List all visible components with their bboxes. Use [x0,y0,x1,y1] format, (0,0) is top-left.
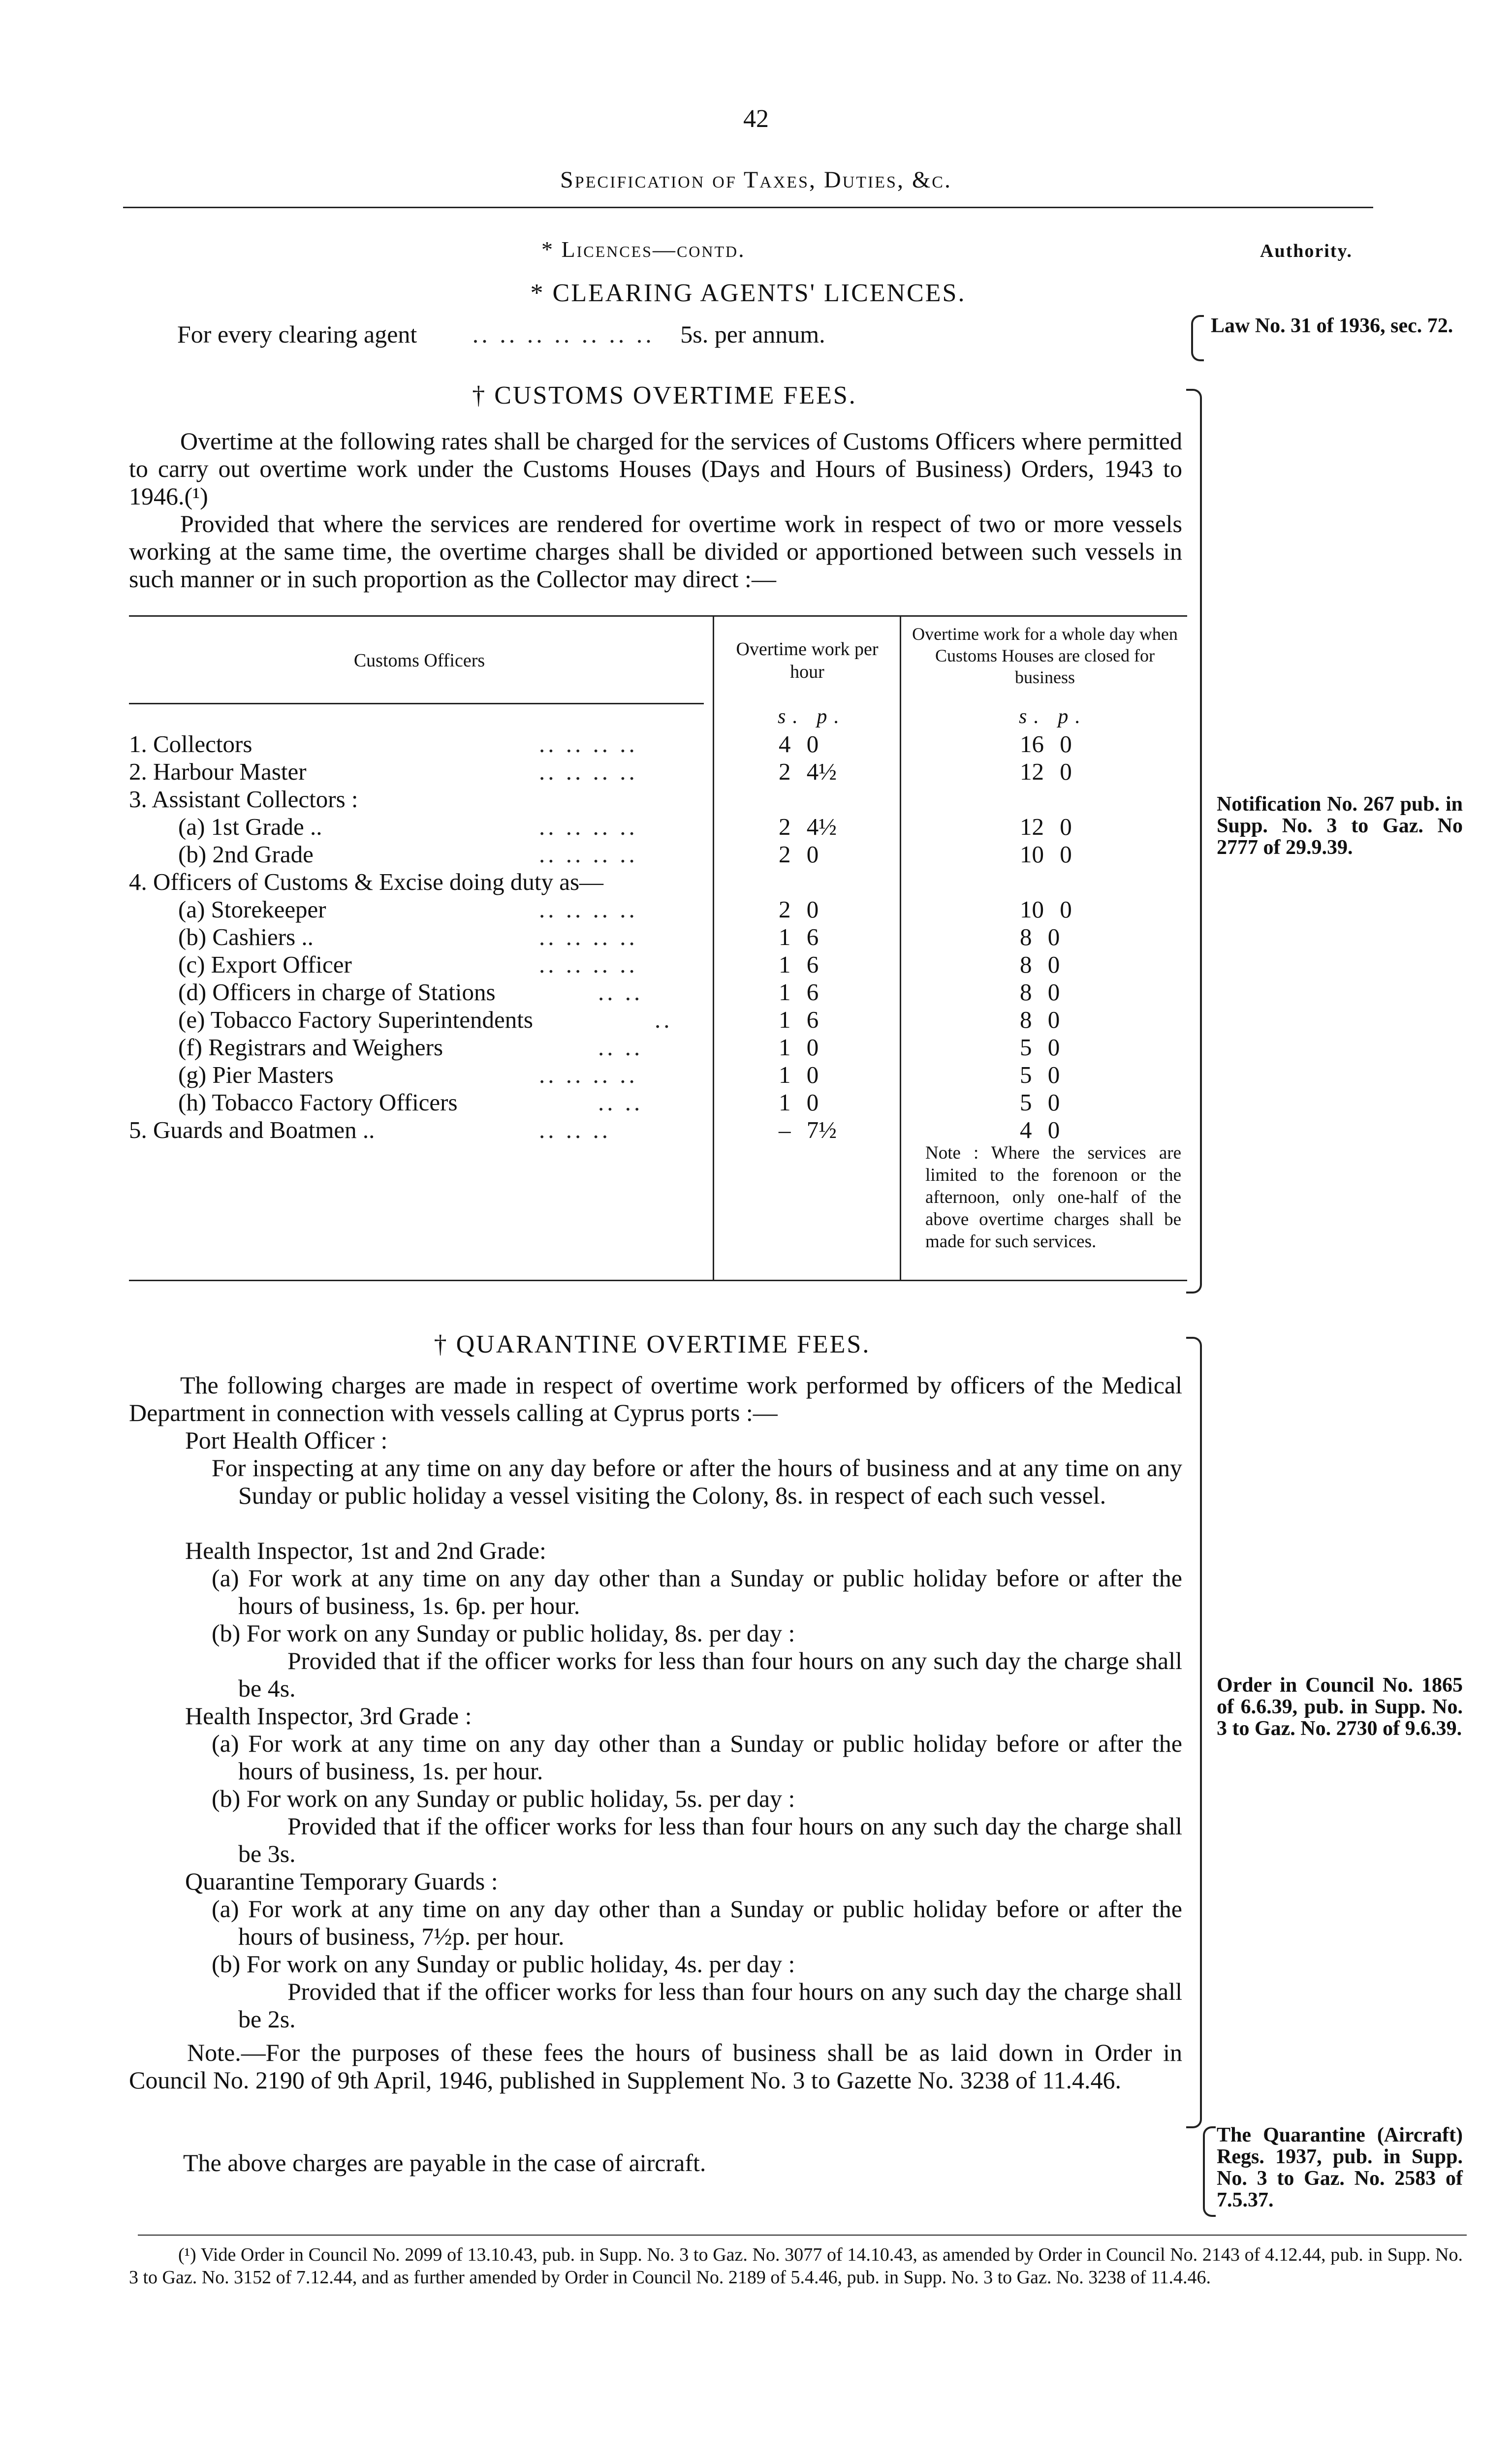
customs-para-1: Overtime at the following rates shall be charged for the services of Customs Officers where permitted to carry out overtime work under the Customs Houses (Days and Hours of Business) Orders, 1943 to 1946.(¹) [129,427,1182,510]
table-note: Note : Where the services are limited to the forenoon or the afternoon, only one-half of the above overtime charges shall be made for such services. [925,1143,1181,1252]
row-day: 8 0 [1020,978,1060,1006]
row-label: (b) Cashiers .. [178,923,314,950]
aircraft-text: The above charges are payable in the case of aircraft. [183,2149,706,2177]
row-dots: .. .. .. .. [539,951,638,978]
row-hour: – 7½ [779,1116,837,1143]
clearing-dots: .. .. .. .. .. .. .. [472,320,655,348]
row-label: (b) 2nd Grade [178,841,314,868]
row-hour: 2 4½ [779,813,837,840]
hi3-heading: Health Inspector, 3rd Grade : [185,1702,472,1730]
qtg-proviso: Provided that if the officer works for less than four hours on any such day the charge shall be 2s. [238,1978,1182,2033]
licences-heading: * Licences—contd. [541,237,746,262]
qtg-a: (a) For work at any time on any day other than a Sunday or public holiday before or after the hours of business, 7½p. per hour. [212,1895,1182,1950]
table-header-officers: Customs Officers [353,650,485,671]
row-hour: 2 0 [779,841,819,868]
row-dots: .. .. [598,1089,643,1116]
table-unit-hour: s. p. [778,705,846,728]
row-day: 5 0 [1020,1089,1060,1116]
row-label: 1. Collectors [129,730,252,757]
qtg-b: (b) For work on any Sunday or public holiday, 4s. per day : [212,1950,795,1978]
row-dots: .. .. .. .. [539,1061,638,1088]
pho-text: For inspecting at any time on any day before or after the hours of business and at any time on any Sunday or public holiday a vessel visiting the Colony, 8s. in respect of each such vessel. [212,1454,1182,1509]
row-dots: .. .. [598,978,643,1006]
customs-authority: Notification No. 267 pub. in Supp. No. 3 to Gaz. No 2777 of 29.9.39. [1217,793,1463,859]
row-hour: 2 4½ [779,758,837,785]
row-dots: .. .. .. .. [539,896,638,923]
row-label: 2. Harbour Master [129,758,307,785]
hi3-a: (a) For work at any time on any day other than a Sunday or public holiday before or after the hours of business, 1s. per hour. [212,1730,1182,1785]
row-day: 5 0 [1020,1034,1060,1061]
row-dots: .. .. .. .. [539,923,638,950]
row-label: 3. Assistant Collectors : [129,786,358,813]
clearing-item-label: For every clearing agent [177,320,417,348]
aircraft-authority: The Quarantine (Aircraft) Regs. 1937, pub. in Supp. No. 3 to Gaz. No. 2583 of 7.5.37. [1217,2124,1463,2211]
row-label: (a) 1st Grade .. [178,813,322,840]
row-label: (g) Pier Masters [178,1061,334,1088]
hi12-b: (b) For work on any Sunday or public holiday, 8s. per day : [212,1619,795,1647]
quarantine-authority: Order in Council No. 1865 of 6.6.39, pub. in Supp. No. 3 to Gaz. No. 2730 of 9.6.39. [1217,1674,1463,1740]
customs-para-2: Provided that where the services are rendered for overtime work in respect of two or more vessels working at the same time, the overtime charges shall be divided or apportioned between such vessels in such manner or in such proportion as the Collector may direct :— [129,510,1182,593]
clearing-title: * CLEARING AGENTS' LICENCES. [530,279,966,307]
row-label: (c) Export Officer [178,951,352,978]
table-unit-day: s. p. [1019,705,1087,728]
footnote-rule [138,2235,1467,2236]
hi12-heading: Health Inspector, 1st and 2nd Grade: [185,1537,546,1564]
row-dots: .. .. .. .. [539,758,638,785]
page-number: 42 [743,105,769,133]
row-dots: .. .. .. .. [539,841,638,868]
quarantine-title: † QUARANTINE OVERTIME FEES. [434,1330,871,1358]
quarantine-intro: The following charges are made in respect of overtime work performed by officers of the Medical Department in connection with vessels calling at Cyprus ports :— [129,1371,1182,1426]
row-hour: 4 0 [779,730,819,757]
row-day: 8 0 [1020,923,1060,950]
authority-label: Authority. [1260,241,1353,261]
row-label: 5. Guards and Boatmen .. [129,1116,375,1143]
clearing-authority: Law No. 31 of 1936, sec. 72. [1211,315,1453,337]
hi3-b: (b) For work on any Sunday or public holiday, 5s. per day : [212,1785,795,1812]
row-label: (f) Registrars and Weighers [178,1034,443,1061]
clearing-brace [1191,315,1204,361]
row-hour: 1 0 [779,1061,819,1088]
header-rule [123,207,1373,208]
aircraft-brace [1203,2126,1216,2217]
clearing-item [177,320,825,348]
row-label: (h) Tobacco Factory Officers [178,1089,458,1116]
row-label: (e) Tobacco Factory Superintendents [178,1006,533,1033]
row-day: 10 0 [1020,841,1072,868]
row-hour: 1 6 [779,978,819,1006]
row-label: (a) Storekeeper [178,896,326,923]
row-dots: .. .. .. [539,1116,611,1143]
row-day: 10 0 [1020,896,1072,923]
row-label: 4. Officers of Customs & Excise doing duty as— [129,868,604,895]
row-dots: .. .. .. .. [539,730,638,757]
row-day: 12 0 [1020,813,1072,840]
pho-heading: Port Health Officer : [185,1426,388,1454]
quarantine-note: Note.—For the purposes of these fees the hours of business shall be as laid down in Order in Council No. 2190 of 9th April, 1946, published in Supplement No. 3 to Gazette No. 3238 of 11.4.46. [129,2039,1182,2094]
row-hour: 1 6 [779,923,819,950]
row-dots: .. .. [598,1034,643,1061]
row-hour: 1 6 [779,1006,819,1033]
row-hour: 1 6 [779,951,819,978]
running-title: Specification of Taxes, Duties, &c. [560,167,952,193]
row-day: 5 0 [1020,1061,1060,1088]
row-hour: 1 0 [779,1089,819,1116]
table-header-day: Overtime work for a whole day when Customs Houses are closed for business [912,624,1178,687]
table-header-hour: Overtime work per hour [736,639,879,682]
clearing-rate: 5s. per annum. [680,320,825,348]
row-dots: .. .. .. .. [539,813,638,840]
row-day: 4 0 [1020,1116,1060,1143]
customs-title: † CUSTOMS OVERTIME FEES. [472,381,857,410]
hi12-proviso: Provided that if the officer works for less than four hours on any such day the charge shall be 4s. [238,1647,1182,1702]
hi3-proviso: Provided that if the officer works for less than four hours on any such day the charge shall be 3s. [238,1812,1182,1867]
row-day: 16 0 [1020,730,1072,757]
row-day: 8 0 [1020,1006,1060,1033]
table-header-rule [129,703,704,704]
footnote: (¹) Vide Order in Council No. 2099 of 13.10.43, pub. in Supp. No. 3 to Gaz. No. 3077 of 14.10.43, as amended by Order in Council No. 2143 of 4.12.44, pub. in Supp. No. 3 to Gaz. No. 3152 of 7.12.44, and as further amended by Order in Council No. 2189 of 5.4.46, pub. in Supp. No. 3 to Gaz. No. 3238 of 11.4.46. [129,2244,1463,2288]
table-body [0,730,1201,1144]
hi12-a: (a) For work at any time on any day other than a Sunday or public holiday before or after the hours of business, 1s. 6p. per hour. [212,1564,1182,1619]
table-top-rule [129,615,1187,617]
row-day: 12 0 [1020,758,1072,785]
table-bottom-rule [129,1280,1187,1281]
row-day: 8 0 [1020,951,1060,978]
qtg-heading: Quarantine Temporary Guards : [185,1867,498,1895]
row-hour: 1 0 [779,1034,819,1061]
row-label: (d) Officers in charge of Stations [178,978,496,1006]
row-hour: 2 0 [779,896,819,923]
quarantine-brace [1186,1337,1202,2128]
row-dots: .. [655,1006,673,1033]
